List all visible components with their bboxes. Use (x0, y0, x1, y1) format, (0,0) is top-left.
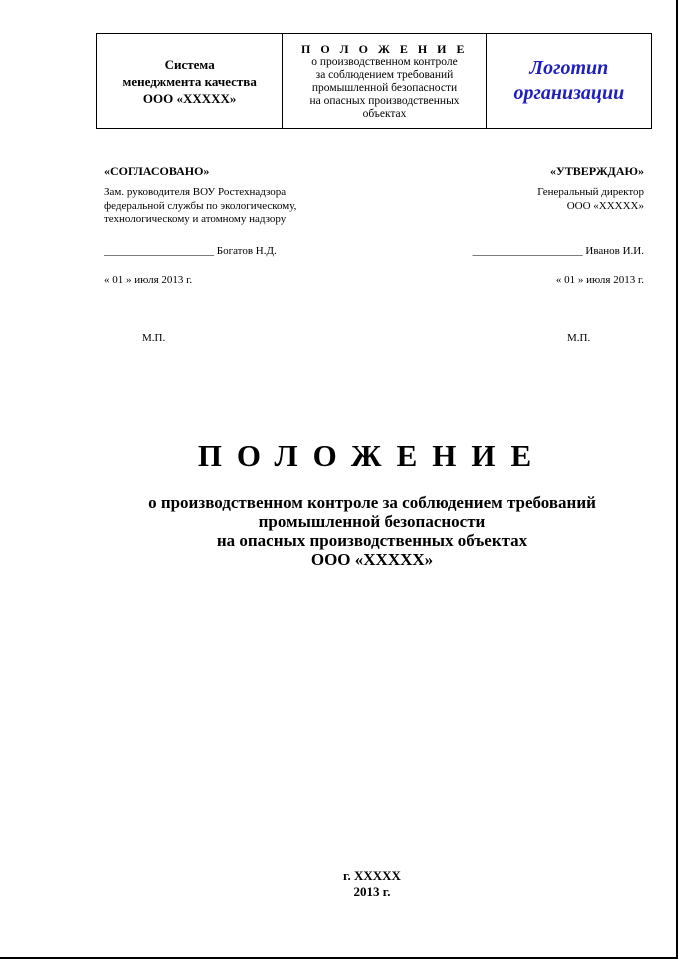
header-doc-title: П О Л О Ж Е Н И Е (301, 41, 468, 56)
logo-placeholder-line: организации (513, 82, 625, 104)
header-doc-line: за соблюдением требований (315, 68, 454, 81)
approved-signature: ____________________ Иванов И.И. (472, 245, 644, 257)
footer-year: 2013 г. (353, 884, 391, 899)
header-doc-line: промышленной безопасности (311, 81, 458, 94)
approved-position-line: Генеральный директор (537, 186, 644, 198)
agreed-position-line: технологическому и атомному надзору (104, 213, 287, 225)
approved-position (384, 186, 644, 213)
agreed-stamp-mark: М.П. (142, 332, 166, 344)
agreed-signature: ____________________ Богатов Н.Д. (104, 245, 277, 257)
quality-system-line: Система (164, 56, 215, 72)
main-subtitle-line: о производственном контроле за соблюдением требований (148, 493, 596, 512)
header-table (96, 33, 652, 129)
agreed-position-line: Зам. руководителя ВОУ Ростехнадзора (104, 186, 287, 198)
logo-cell (486, 34, 651, 129)
document-title-cell (283, 34, 486, 129)
approved-block (384, 164, 644, 213)
header-doc-line: о производственном контроле (311, 55, 458, 68)
agreed-position (104, 186, 364, 227)
main-subtitle (0, 493, 678, 569)
quality-system-line: ООО «ХХХХХ» (142, 90, 237, 106)
logo-placeholder-line: Логотип (529, 57, 609, 79)
approved-position-line: ООО «ХХХХХ» (566, 199, 644, 212)
quality-system-cell (97, 34, 283, 129)
agreed-position-line: федеральной службы по экологическому, (104, 199, 297, 212)
approved-title: «УТВЕРЖДАЮ» (549, 164, 644, 178)
footer-city: г. ХХХХХ (343, 868, 401, 883)
main-subtitle-line: на опасных производственных объектах (216, 531, 528, 550)
agreed-block (104, 164, 364, 227)
agreed-date: « 01 » июля 2013 г. (104, 274, 193, 286)
main-subtitle-line: промышленной безопасности (258, 512, 486, 531)
main-title: ПОЛОЖЕНИЕ (197, 438, 547, 473)
header-doc-line: на опасных производственных (309, 94, 460, 107)
header-doc-line: объектах (362, 107, 407, 120)
approved-date: « 01 » июля 2013 г. (555, 274, 644, 286)
agreed-title: «СОГЛАСОВАНО» (104, 164, 210, 178)
document-footer (0, 868, 678, 900)
quality-system-line: менеджмента качества (122, 73, 257, 89)
approved-stamp-mark: М.П. (567, 332, 591, 344)
main-subtitle-line: ООО «ХХХХХ» (310, 550, 434, 569)
